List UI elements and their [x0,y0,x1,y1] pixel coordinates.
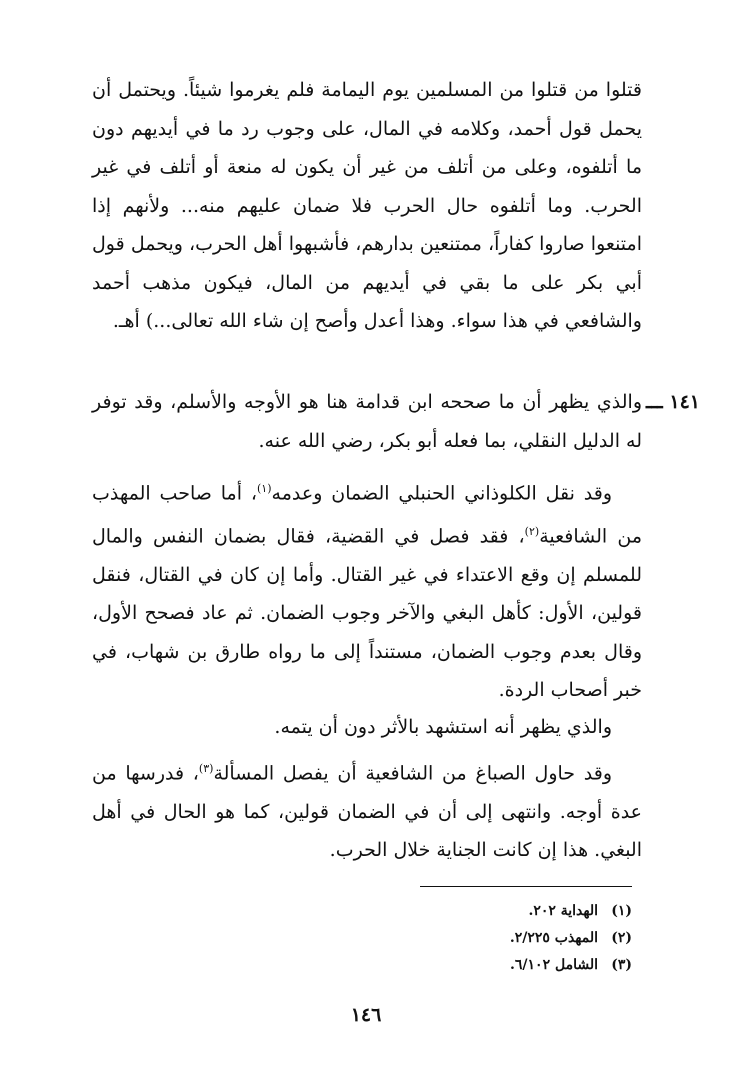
text-run: ، فقد فصل في القضية، فقال بضمان النفس والمال للمسلم إن وقع الاعتداء في غير القتال. وأما إن كان في القتال، فنقل قولين، الأول: كأهل البغي والآخر وجوب الضمان. ثم عاد فصحح الأول، وقال بعدم وجوب الضمان، مستنداً إلى ما رواه طارق بن شهاب، في خبر أصحاب الردة. [92,525,642,702]
footnote-1 [232,901,632,921]
footnote-number: (٢) [611,930,632,946]
text-run: ، أما صاحب المهذب من الشافعية [92,482,642,548]
footnote-ref[interactable]: (١) [257,482,272,495]
paragraph-text: والذي يظهر أنه استشهد بالأثر دون أن يتمه. [274,716,612,738]
page-number: ١٤٦ [350,1004,382,1026]
item-text: والذي يظهر أن ما صححه ابن قدامة هنا هو الأوجه والأسلم، وقد توفر له الدليل النقلي، بما فعله أبو بكر، رضي الله عنه. [92,391,642,452]
footnote-number: (٣) [611,957,632,973]
footnote-3 [232,955,632,975]
footnote-ref[interactable]: (٣) [198,762,214,775]
paragraph-text: قتلوا من قتلوا من المسلمين يوم اليمامة فلم يغرموا شيئاً. ويحتمل أن يحمل قول أحمد، وكلامه في المال، على وجوب رد ما في أيديهم دون ما أتلفوه، وعلى من أتلف من غير أن يكون له منعة أو أتلف في غير الحرب. وما أتلفوه حال الحرب فلا ضمان عليهم منه... ولأنهم إذا امتنعوا صاروا كفاراً، ممتنعين بدارهم، فأشبهوا أهل الحرب، ويحمل قول أبي بكر على ما بقي في أيديهم من المال، فيكون مذهب أحمد والشافعي في هذا سواء. وهذا أعدل وأصح إن شاء الله تعالى...) أهـ. [92,79,642,332]
item-number: ١٤١ ـــ [646,391,700,413]
text-run: وقد نقل الكلوذاني الحنبلي الضمان وعدمه [271,482,612,505]
paragraph-sabbagh [92,750,642,870]
paragraph-conclusion [92,708,642,747]
footnote-text: الهداية ٢٠٢. [528,903,598,919]
text-run: ، فدرسها من عدة أوجه. وانتهى إلى أن في الضمان قولين، كما هو الحال في أهل البغي. هذا إن كانت الجناية خلال الحرب. [92,762,642,862]
paragraph-continued-quote [92,71,642,341]
paragraph-text [92,750,642,870]
paragraph-text [92,470,642,710]
footnote-number: (١) [611,903,632,919]
footnote-ref[interactable]: (٢) [524,524,540,538]
footnote-2 [232,928,632,948]
footnote-text: الشامل ٦/١٠٢. [510,957,598,973]
numbered-item-141 [92,383,700,460]
footnote-text: المهذب ٢/٢٢٥. [509,930,598,946]
text-run: وقد حاول الصباغ من الشافعية أن يفصل المسألة [213,762,612,785]
footnote-divider [420,886,632,887]
paragraph-kalwadhani [92,470,642,710]
